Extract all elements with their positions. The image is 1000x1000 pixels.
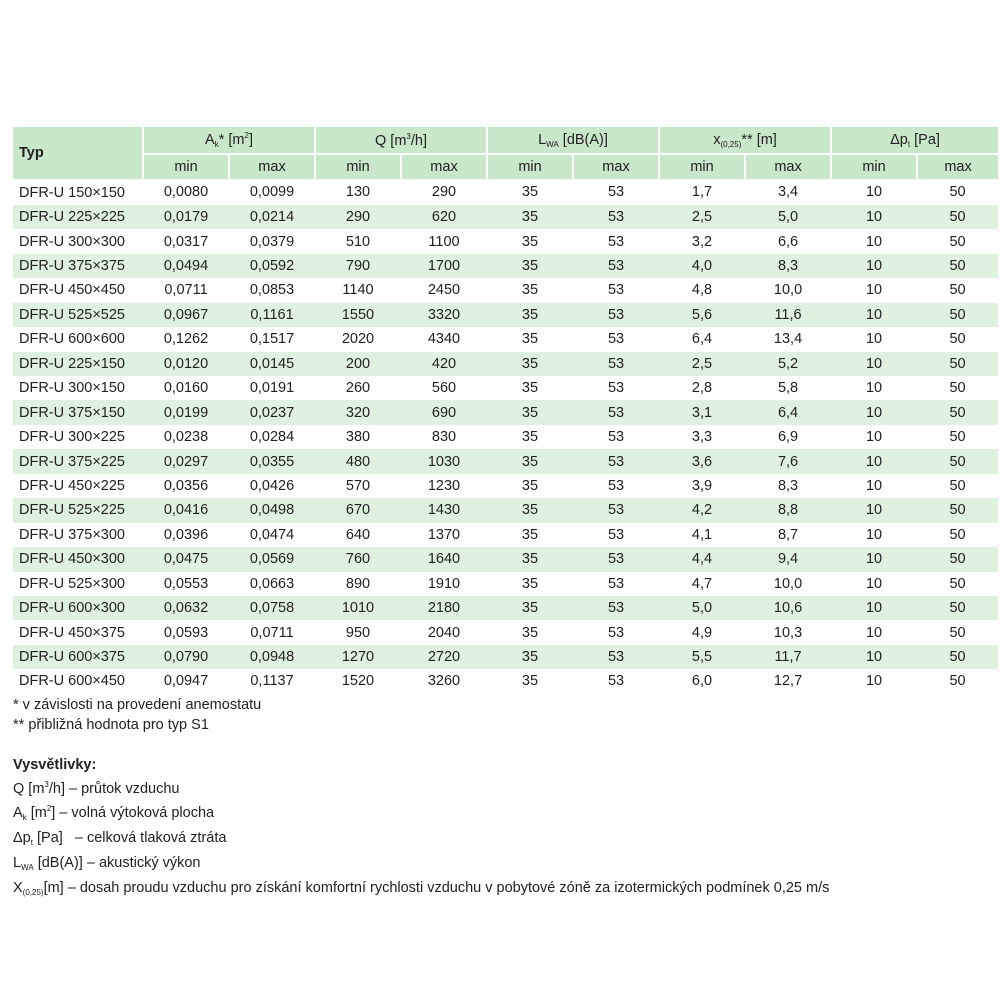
cell-q-min: 1550 xyxy=(315,303,401,327)
table-header xyxy=(13,127,998,180)
cell-ak-max: 0,0379 xyxy=(249,233,295,250)
cell-ak-min: 0,0238 xyxy=(163,429,209,446)
cell-q-max: 620 xyxy=(401,205,487,229)
cell-dp-max: 50 xyxy=(917,400,998,424)
cell-dp-max: 50 xyxy=(949,331,966,348)
cell-q-min: 760 xyxy=(315,547,401,571)
cell-x-min: 4,1 xyxy=(691,526,713,543)
cell-q-min: 670 xyxy=(315,498,401,522)
cell-x-max: 6,4 xyxy=(745,400,831,424)
cell-x-max: 6,9 xyxy=(777,429,799,446)
cell-lwa-max: 53 xyxy=(573,400,659,424)
subheader-max: max xyxy=(745,154,831,180)
cell-type: DFR-U 375×150 xyxy=(13,400,143,424)
cell-q-max: 1700 xyxy=(401,254,487,278)
cell-lwa-max: 53 xyxy=(607,233,625,250)
cell-q-max: 3320 xyxy=(401,303,487,327)
cell-x-max: 13,4 xyxy=(773,331,803,348)
legend-title: Vysvětlivky: xyxy=(13,757,97,773)
cell-q-max: 830 xyxy=(431,429,457,446)
cell-ak-max: 0,1161 xyxy=(229,303,315,327)
cell-lwa-max: 53 xyxy=(573,303,659,327)
cell-x-max: 5,2 xyxy=(745,352,831,376)
cell-q-min: 260 xyxy=(345,380,371,397)
cell-x-max: 8,7 xyxy=(777,526,799,543)
cell-ak-max: 0,0758 xyxy=(229,596,315,620)
cell-type: DFR-U 450×300 xyxy=(13,547,143,571)
cell-type: DFR-U 600×600 xyxy=(19,331,125,348)
cell-ak-min: 0,0475 xyxy=(143,547,229,571)
table-row xyxy=(13,278,998,302)
cell-dp-max: 50 xyxy=(917,254,998,278)
cell-ak-min: 0,0416 xyxy=(143,498,229,522)
cell-lwa-min: 35 xyxy=(487,180,573,205)
cell-lwa-max: 53 xyxy=(573,254,659,278)
cell-x-min: 5,6 xyxy=(659,303,745,327)
cell-x-min: 4,9 xyxy=(691,624,713,641)
cell-ak-min: 0,0494 xyxy=(143,254,229,278)
cell-x-min: 5,0 xyxy=(659,596,745,620)
cell-dp-max: 50 xyxy=(949,380,966,397)
cell-x-min: 4,2 xyxy=(659,498,745,522)
table-row xyxy=(13,620,998,644)
cell-q-min: 640 xyxy=(345,526,371,543)
cell-ak-min: 0,0080 xyxy=(143,180,229,205)
cell-q-max: 420 xyxy=(401,352,487,376)
cell-dp-min: 10 xyxy=(831,596,917,620)
cell-dp-min: 10 xyxy=(865,331,883,348)
cell-x-max: 11,6 xyxy=(745,303,831,327)
cell-dp-max: 50 xyxy=(917,449,998,473)
cell-q-min: 1520 xyxy=(341,673,375,690)
cell-ak-max: 0,0592 xyxy=(229,254,315,278)
cell-dp-min: 10 xyxy=(865,624,883,641)
cell-dp-min: 10 xyxy=(865,380,883,397)
cell-dp-min: 10 xyxy=(831,547,917,571)
cell-ak-min: 0,0711 xyxy=(164,282,208,299)
cell-dp-max: 50 xyxy=(949,282,966,299)
cell-dp-max: 50 xyxy=(949,233,966,250)
cell-x-max: 6,6 xyxy=(777,233,799,250)
cell-lwa-max: 53 xyxy=(573,352,659,376)
cell-dp-min: 10 xyxy=(865,526,883,543)
cell-lwa-min: 35 xyxy=(487,449,573,473)
cell-type: DFR-U 300×225 xyxy=(19,429,125,446)
cell-q-min: 1270 xyxy=(315,645,401,669)
cell-dp-max: 50 xyxy=(949,673,966,690)
table-row xyxy=(13,376,998,400)
cell-q-min: 2020 xyxy=(341,331,375,348)
cell-type: DFR-U 600×450 xyxy=(19,673,125,690)
cell-q-max: 3260 xyxy=(427,673,461,690)
cell-ak-min: 0,0632 xyxy=(143,596,229,620)
cell-dp-max: 50 xyxy=(917,352,998,376)
cell-q-min: 950 xyxy=(345,624,371,641)
cell-q-max: 560 xyxy=(431,380,457,397)
cell-ak-min: 0,0297 xyxy=(143,449,229,473)
table-row xyxy=(13,205,998,229)
cell-q-min: 570 xyxy=(345,477,371,494)
cell-dp-max: 50 xyxy=(949,526,966,543)
footnotes xyxy=(13,695,261,735)
cell-dp-max: 50 xyxy=(917,180,998,205)
cell-ak-min: 0,0947 xyxy=(163,673,209,690)
cell-dp-max: 50 xyxy=(949,575,966,592)
cell-q-max: 2040 xyxy=(427,624,461,641)
cell-ak-min: 0,0593 xyxy=(163,624,209,641)
cell-lwa-max: 53 xyxy=(607,624,625,641)
cell-type: DFR-U 300×300 xyxy=(19,233,125,250)
cell-x-max: 9,4 xyxy=(745,547,831,571)
legend-item-lwa: $L_{WA}$ [dB(A)] – akustický výkon xyxy=(13,855,201,872)
cell-q-max: 4340 xyxy=(427,331,461,348)
cell-lwa-min: 35 xyxy=(487,254,573,278)
cell-ak-max: 0,0284 xyxy=(249,429,295,446)
cell-x-min: 5,5 xyxy=(659,645,745,669)
cell-q-max: 1370 xyxy=(427,526,461,543)
table-row xyxy=(13,352,998,376)
cell-lwa-min: 35 xyxy=(521,477,539,494)
legend-item-dp: $\Delta p_t$ [Pa] – celková tlaková ztráta xyxy=(13,830,227,847)
cell-dp-min: 10 xyxy=(865,673,883,690)
cell-x-max: 7,6 xyxy=(745,449,831,473)
header-x: $x_{(0,25)}**$ [m] xyxy=(659,127,831,154)
legend xyxy=(13,755,829,903)
table-row xyxy=(13,547,998,571)
table-row xyxy=(13,229,998,253)
table-row xyxy=(13,303,998,327)
cell-q-min: 1010 xyxy=(315,596,401,620)
cell-x-min: 4,0 xyxy=(659,254,745,278)
cell-x-min: 4,4 xyxy=(659,547,745,571)
table-row xyxy=(13,327,998,351)
cell-ak-min: 0,1262 xyxy=(163,331,209,348)
cell-ak-min: 0,0179 xyxy=(143,205,229,229)
table-row xyxy=(13,474,998,498)
cell-lwa-min: 35 xyxy=(487,498,573,522)
cell-ak-max: 0,0948 xyxy=(229,645,315,669)
cell-ak-max: 0,0145 xyxy=(229,352,315,376)
cell-lwa-max: 53 xyxy=(573,498,659,522)
cell-lwa-min: 35 xyxy=(521,575,539,592)
cell-ak-max: 0,0853 xyxy=(249,282,295,299)
cell-x-max: 10,6 xyxy=(745,596,831,620)
cell-lwa-max: 53 xyxy=(607,526,625,543)
cell-dp-min: 10 xyxy=(865,477,883,494)
cell-dp-min: 10 xyxy=(831,449,917,473)
cell-dp-max: 50 xyxy=(917,596,998,620)
cell-ak-min: 0,0120 xyxy=(143,352,229,376)
header-q: Q $[m^3/h]$ xyxy=(315,127,487,154)
cell-ak-min: 0,0160 xyxy=(163,380,209,397)
cell-x-min: 6,4 xyxy=(691,331,713,348)
cell-q-max: 1430 xyxy=(401,498,487,522)
cell-type: DFR-U 375×300 xyxy=(19,526,125,543)
cell-type: DFR-U 450×375 xyxy=(19,624,125,641)
cell-dp-min: 10 xyxy=(831,205,917,229)
cell-lwa-max: 53 xyxy=(573,180,659,205)
cell-dp-max: 50 xyxy=(917,498,998,522)
cell-dp-min: 10 xyxy=(831,645,917,669)
cell-ak-max: 0,1517 xyxy=(249,331,295,348)
cell-dp-max: 50 xyxy=(949,429,966,446)
cell-ak-min: 0,0396 xyxy=(163,526,209,543)
cell-q-max: 290 xyxy=(401,180,487,205)
subheader-max: max xyxy=(573,154,659,180)
table-row xyxy=(13,400,998,424)
legend-item-x: $X_{(0,25)}[m]$ – dosah proudu vzduchu pro získání komfortní rychlosti vzduchu v pobytové zóně za izotermických podmínek 0,25 m/s xyxy=(13,880,830,897)
cell-lwa-min: 35 xyxy=(521,429,539,446)
header-ak: $A_k*$ $[m^2]$ xyxy=(143,127,315,154)
cell-ak-min: 0,0790 xyxy=(143,645,229,669)
cell-x-min: 3,2 xyxy=(691,233,713,250)
table-row xyxy=(13,645,998,669)
subheader-min: min xyxy=(487,154,573,180)
cell-x-min: 1,7 xyxy=(659,180,745,205)
cell-type: DFR-U 600×300 xyxy=(13,596,143,620)
cell-lwa-max: 53 xyxy=(607,331,625,348)
cell-ak-max: 0,0711 xyxy=(250,624,294,641)
cell-q-max: 1230 xyxy=(427,477,461,494)
cell-type: DFR-U 375×225 xyxy=(13,449,143,473)
cell-x-min: 3,3 xyxy=(691,429,713,446)
cell-x-max: 5,0 xyxy=(745,205,831,229)
cell-q-max: 2180 xyxy=(401,596,487,620)
header-lwa: $L_{WA}$ [dB(A)] xyxy=(487,127,659,154)
table-row xyxy=(13,180,998,205)
spec-table xyxy=(13,127,998,694)
cell-lwa-min: 35 xyxy=(487,205,573,229)
cell-ak-max: 0,0191 xyxy=(249,380,295,397)
subheader-max: max xyxy=(401,154,487,180)
cell-q-min: 790 xyxy=(315,254,401,278)
cell-x-min: 3,9 xyxy=(691,477,713,494)
cell-x-min: 2,8 xyxy=(691,380,713,397)
cell-type: DFR-U 525×300 xyxy=(19,575,125,592)
cell-lwa-max: 53 xyxy=(573,645,659,669)
cell-lwa-min: 35 xyxy=(487,645,573,669)
cell-x-max: 10,3 xyxy=(773,624,803,641)
table-row xyxy=(13,523,998,547)
cell-q-max: 1640 xyxy=(401,547,487,571)
cell-ak-min: 0,0199 xyxy=(143,400,229,424)
table-row xyxy=(13,254,998,278)
cell-q-min: 1140 xyxy=(342,282,374,299)
cell-q-max: 1910 xyxy=(427,575,461,592)
cell-lwa-max: 53 xyxy=(607,429,625,446)
cell-x-max: 8,3 xyxy=(745,254,831,278)
cell-q-max: 690 xyxy=(401,400,487,424)
subheader-min: min xyxy=(831,154,917,180)
cell-ak-max: 0,0426 xyxy=(249,477,295,494)
cell-dp-max: 50 xyxy=(917,645,998,669)
cell-q-min: 510 xyxy=(345,233,371,250)
cell-ak-max: 0,0474 xyxy=(249,526,295,543)
cell-dp-min: 10 xyxy=(831,498,917,522)
cell-ak-max: 0,0569 xyxy=(229,547,315,571)
legend-item-q: Q $[m^3/h]$ – průtok vzduchu xyxy=(13,780,180,797)
cell-q-min: 200 xyxy=(315,352,401,376)
cell-q-max: 2450 xyxy=(427,282,461,299)
table-body xyxy=(13,180,998,694)
cell-lwa-min: 35 xyxy=(521,233,539,250)
cell-type: DFR-U 525×525 xyxy=(13,303,143,327)
table-row xyxy=(13,572,998,596)
header-dp: $\Delta p_t$ [Pa] xyxy=(831,127,998,154)
cell-x-max: 11,7 xyxy=(745,645,831,669)
cell-dp-max: 50 xyxy=(949,624,966,641)
cell-lwa-min: 35 xyxy=(521,331,539,348)
cell-q-max: 1100 xyxy=(428,233,460,250)
cell-lwa-max: 53 xyxy=(573,596,659,620)
cell-lwa-min: 35 xyxy=(521,282,539,299)
cell-ak-max: 0,0237 xyxy=(229,400,315,424)
cell-type: DFR-U 525×225 xyxy=(13,498,143,522)
cell-x-max: 8,8 xyxy=(745,498,831,522)
cell-x-min: 6,0 xyxy=(691,673,713,690)
cell-q-min: 480 xyxy=(315,449,401,473)
footnote-double-star: ** přibližná hodnota pro typ S1 xyxy=(13,717,209,733)
cell-lwa-min: 35 xyxy=(521,673,539,690)
cell-ak-min: 0,0967 xyxy=(143,303,229,327)
table-row xyxy=(13,425,998,449)
cell-lwa-min: 35 xyxy=(487,303,573,327)
cell-ak-min: 0,0317 xyxy=(163,233,209,250)
cell-ak-max: 0,0099 xyxy=(229,180,315,205)
cell-ak-max: 0,0498 xyxy=(229,498,315,522)
cell-dp-min: 10 xyxy=(831,352,917,376)
cell-x-min: 3,6 xyxy=(659,449,745,473)
cell-type: DFR-U 375×375 xyxy=(13,254,143,278)
cell-x-max: 3,4 xyxy=(745,180,831,205)
cell-dp-min: 10 xyxy=(831,180,917,205)
cell-lwa-max: 53 xyxy=(573,547,659,571)
cell-type: DFR-U 450×450 xyxy=(19,282,125,299)
cell-q-min: 130 xyxy=(315,180,401,205)
cell-ak-max: 0,0355 xyxy=(229,449,315,473)
cell-lwa-min: 35 xyxy=(487,352,573,376)
cell-lwa-min: 35 xyxy=(487,596,573,620)
cell-q-min: 290 xyxy=(315,205,401,229)
cell-x-max: 10,0 xyxy=(773,575,803,592)
cell-ak-max: 0,1137 xyxy=(250,673,294,690)
cell-x-max: 5,8 xyxy=(777,380,799,397)
cell-ak-max: 0,0663 xyxy=(249,575,295,592)
cell-dp-max: 50 xyxy=(917,303,998,327)
footnote-single-star: * v závislosti na provedení anemostatu xyxy=(13,697,262,713)
cell-dp-min: 10 xyxy=(865,282,883,299)
cell-x-min: 2,5 xyxy=(659,205,745,229)
table-row xyxy=(13,669,998,693)
cell-ak-max: 0,0214 xyxy=(229,205,315,229)
cell-type: DFR-U 600×375 xyxy=(13,645,143,669)
cell-q-min: 380 xyxy=(345,429,371,446)
cell-x-min: 4,8 xyxy=(691,282,713,299)
cell-ak-min: 0,0356 xyxy=(163,477,209,494)
subheader-min: min xyxy=(315,154,401,180)
header-typ: Typ xyxy=(13,127,143,180)
cell-x-min: 2,5 xyxy=(659,352,745,376)
table-row xyxy=(13,498,998,522)
cell-q-min: 320 xyxy=(315,400,401,424)
cell-lwa-min: 35 xyxy=(521,526,539,543)
cell-lwa-min: 35 xyxy=(487,547,573,571)
cell-x-max: 12,7 xyxy=(773,673,803,690)
cell-type: DFR-U 300×150 xyxy=(19,380,125,397)
cell-x-max: 10,0 xyxy=(773,282,803,299)
cell-dp-min: 10 xyxy=(831,303,917,327)
cell-lwa-max: 53 xyxy=(607,282,625,299)
cell-q-min: 890 xyxy=(345,575,371,592)
cell-dp-min: 10 xyxy=(865,575,883,592)
cell-lwa-min: 35 xyxy=(521,380,539,397)
subheader-min: min xyxy=(143,154,229,180)
cell-type: DFR-U 225×150 xyxy=(13,352,143,376)
cell-dp-max: 50 xyxy=(949,477,966,494)
subheader-max: max xyxy=(229,154,315,180)
cell-lwa-max: 53 xyxy=(607,380,625,397)
table-row xyxy=(13,449,998,473)
cell-x-max: 8,3 xyxy=(777,477,799,494)
cell-x-min: 3,1 xyxy=(659,400,745,424)
cell-dp-max: 50 xyxy=(917,205,998,229)
cell-lwa-max: 53 xyxy=(607,575,625,592)
cell-ak-min: 0,0553 xyxy=(163,575,209,592)
cell-lwa-max: 53 xyxy=(573,449,659,473)
cell-type: DFR-U 225×225 xyxy=(13,205,143,229)
cell-lwa-max: 53 xyxy=(607,673,625,690)
cell-q-max: 2720 xyxy=(401,645,487,669)
cell-dp-min: 10 xyxy=(831,400,917,424)
cell-type: DFR-U 150×150 xyxy=(13,180,143,205)
cell-q-max: 1030 xyxy=(401,449,487,473)
subheader-max: max xyxy=(917,154,998,180)
cell-x-min: 4,7 xyxy=(691,575,713,592)
subheader-min: min xyxy=(659,154,745,180)
cell-dp-min: 10 xyxy=(865,429,883,446)
cell-lwa-max: 53 xyxy=(607,477,625,494)
cell-lwa-min: 35 xyxy=(487,400,573,424)
legend-item-ak: $A_k$ $[m^2]$ – volná výtoková plocha xyxy=(13,804,215,822)
cell-dp-max: 50 xyxy=(917,547,998,571)
cell-lwa-min: 35 xyxy=(521,624,539,641)
table-row xyxy=(13,596,998,620)
cell-dp-min: 10 xyxy=(865,233,883,250)
cell-lwa-max: 53 xyxy=(573,205,659,229)
cell-dp-min: 10 xyxy=(831,254,917,278)
cell-type: DFR-U 450×225 xyxy=(19,477,125,494)
